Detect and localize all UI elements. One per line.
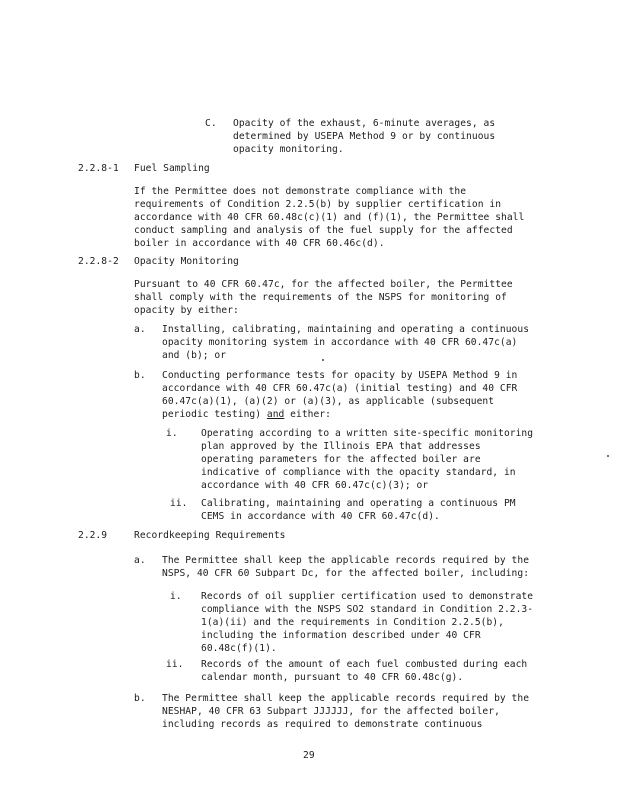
item-c-marker: C. (205, 118, 217, 129)
item-c-line: determined by USEPA Method 9 or by continuous (233, 131, 496, 142)
item-b-line (162, 408, 331, 421)
section-number: 2.2.9 (78, 530, 108, 541)
scan-speck (322, 359, 324, 361)
section-title: Opacity Monitoring (134, 256, 239, 267)
item-ii-line: Records of the amount of each fuel combusted during each (201, 659, 528, 670)
item-i-line: plan approved by the Illinois EPA that addresses (201, 441, 481, 452)
item-a-marker: a. (134, 324, 146, 335)
item-b-line: The Permittee shall keep the applicable records required by the (162, 693, 530, 704)
paragraph-line: requirements of Condition 2.2.5(b) by supplier certification in (134, 199, 502, 210)
item-a-marker: a. (134, 555, 146, 566)
item-c-line: opacity monitoring. (233, 144, 344, 155)
item-i-line: Records of oil supplier certification used to demonstrate (201, 591, 534, 602)
section-number: 2.2.8-1 (78, 163, 119, 174)
item-b-line: NESHAP, 40 CFR 63 Subpart JJJJJJ, for the affected boiler, (162, 706, 500, 717)
paragraph-line: conduct sampling and analysis of the fuel supply for the affected (134, 225, 513, 236)
paragraph-line: opacity by either: (134, 305, 239, 316)
item-i-marker: i. (170, 591, 182, 602)
paragraph-line: accordance with 40 CFR 60.48c(c)(1) and (f)(1), the Permittee shall (134, 212, 525, 223)
scan-speck (607, 455, 609, 457)
item-i-line: including the information described under 40 CFR (201, 630, 481, 641)
item-i-line: Operating according to a written site-specific monitoring (201, 428, 534, 439)
item-i-line: 1(a)(ii) and the requirements in Condition 2.2.5(b), (201, 617, 504, 628)
section-number: 2.2.8-2 (78, 256, 119, 267)
paragraph-line: If the Permittee does not demonstrate compliance with the (134, 186, 467, 197)
item-ii-line: calendar month, pursuant to 40 CFR 60.48c(g). (201, 672, 464, 683)
item-a-line: NSPS, 40 CFR 60 Subpart Dc, for the affected boiler, including: (162, 568, 530, 579)
item-i-line: 60.48c(f)(1). (201, 643, 277, 654)
item-b-line: Conducting performance tests for opacity by USEPA Method 9 in (162, 370, 518, 381)
underlined-and: and (266, 409, 285, 420)
item-ii-marker: ii. (170, 498, 188, 509)
section-title: Recordkeeping Requirements (134, 530, 286, 541)
item-b-marker: b. (134, 370, 146, 381)
item-ii-marker: ii. (166, 659, 184, 670)
item-i-line: indicative of compliance with the opacity standard, in (201, 467, 516, 478)
item-i-marker: i. (166, 428, 178, 439)
item-b-line4-suffix: either: (284, 409, 331, 420)
item-b-marker: b. (134, 693, 146, 704)
paragraph-line: shall comply with the requirements of the NSPS for monitoring of (134, 292, 507, 303)
item-a-line: and (b); or (162, 350, 227, 361)
item-a-line: opacity monitoring system in accordance with 40 CFR 60.47c(a) (162, 337, 518, 348)
item-b-line4-prefix: periodic testing) (162, 409, 267, 420)
item-i-line: operating parameters for the affected boiler are (201, 454, 481, 465)
item-c-line: Opacity of the exhaust, 6-minute averages, as (233, 118, 496, 129)
paragraph-line: boiler in accordance with 40 CFR 60.46c(d). (134, 238, 385, 249)
page-number: 29 (303, 750, 315, 761)
item-a-line: The Permittee shall keep the applicable records required by the (162, 555, 530, 566)
item-ii-line: Calibrating, maintaining and operating a continuous PM (201, 498, 516, 509)
section-title: Fuel Sampling (134, 163, 210, 174)
item-i-line: compliance with the NSPS SO2 standard in Condition 2.2.3- (201, 604, 534, 615)
item-b-line: accordance with 40 CFR 60.47c(a) (initial testing) and 40 CFR (162, 383, 518, 394)
item-b-line: 60.47c(a)(1), (a)(2) or (a)(3), as applicable (subsequent (162, 396, 495, 407)
paragraph-line: Pursuant to 40 CFR 60.47c, for the affected boiler, the Permittee (134, 279, 513, 290)
item-i-line: accordance with 40 CFR 60.47c(c)(3); or (201, 480, 429, 491)
item-b-line: including records as required to demonstrate continuous (162, 719, 483, 730)
item-a-line: Installing, calibrating, maintaining and operating a continuous (162, 324, 530, 335)
item-ii-line: CEMS in accordance with 40 CFR 60.47c(d). (201, 511, 440, 522)
